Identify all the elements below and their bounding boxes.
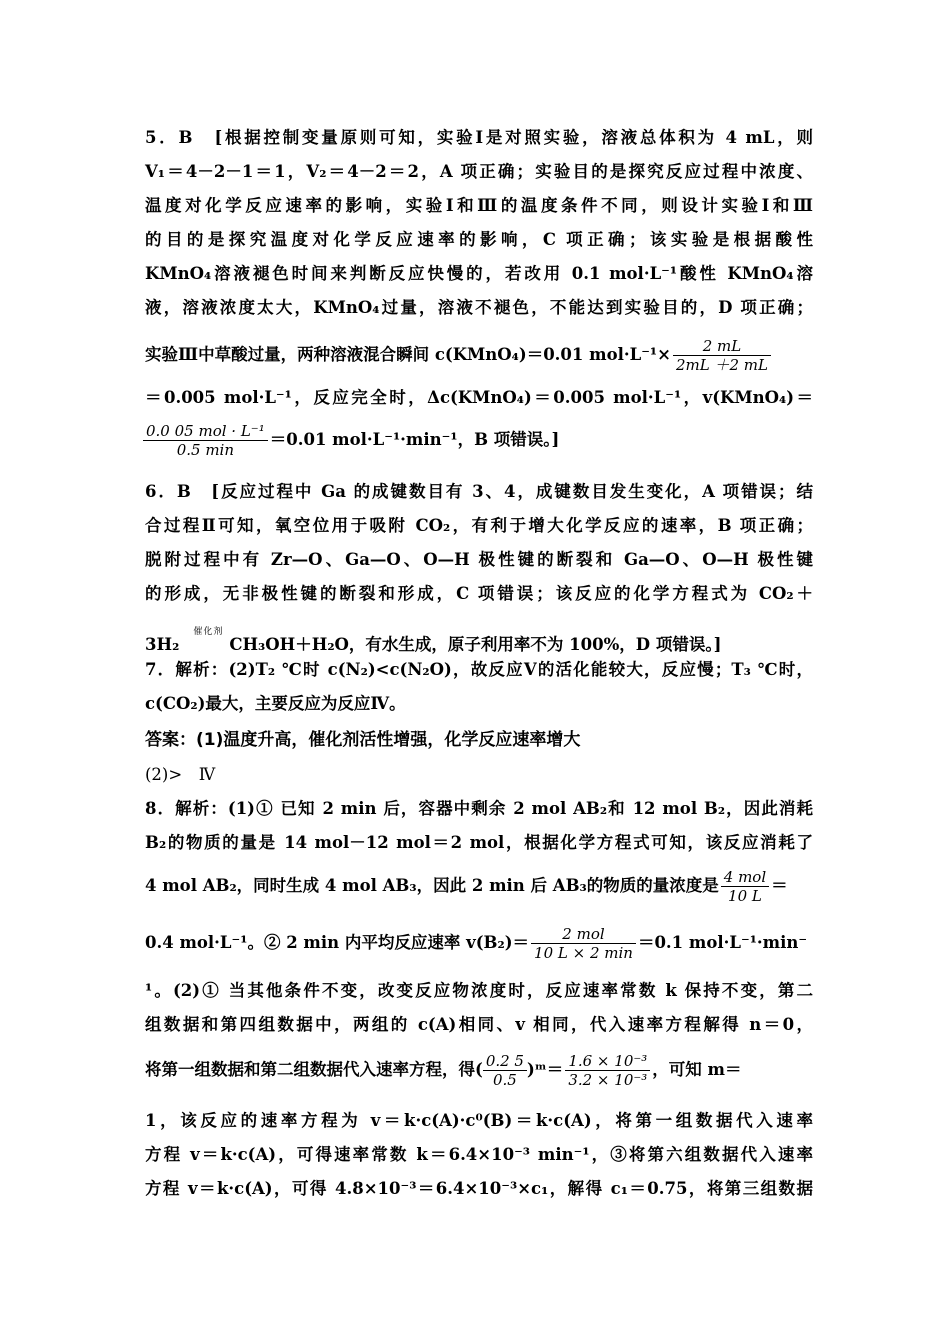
q6-line-2: 合过程Ⅱ可知，氧空位用于吸附 CO₂，有利于增大化学反应的速率，B 项正确；: [145, 516, 813, 535]
q8-line-7: [145, 1050, 813, 1090]
fraction-concentration-ratio: [483, 1052, 527, 1089]
q6-line-1: 6．B [反应过程中 Ga 的成键数目有 3、4，成键数目发生变化，A 项错误；结: [145, 482, 813, 501]
q5-line-7: [145, 337, 813, 373]
fraction-numerator: 4 mol: [721, 868, 769, 887]
q5-line-6: 液，溶液浓度太大，KMnO₄过量，溶液不褪色，不能达到实验目的，D 项正确；: [145, 298, 813, 317]
q8-line-5: ¹。(2)① 当其他条件不变，改变反应物浓度时，反应速率常数 k 保持不变，第二: [145, 981, 813, 1000]
q8-line-3-text-b: ＝: [771, 876, 788, 895]
fraction-rate-b2: [531, 925, 636, 962]
q5-line-5: KMnO₄溶液褪色时间来判断反应快慢的，若改用 0.1 mol·L⁻¹酸性 KMnO₄溶: [145, 264, 813, 283]
q8-line-1: 8．解析：(1)① 已知 2 min 后，容器中剩余 2 mol AB₂和 12 mol B₂，因此消耗: [145, 799, 813, 818]
q5-line-3: 温度对化学反应速率的影响，实验Ⅰ和Ⅲ的温度条件不同，则设计实验Ⅰ和Ⅲ: [145, 196, 813, 215]
q8-line-9: 方程 v＝k·c(A)，可得速率常数 k＝6.4×10⁻³ min⁻¹，③将第六组数据代入速率: [145, 1145, 813, 1164]
q5-line-8: ＝0.005 mol·L⁻¹，反应完全时，Δc(KMnO₄)＝0.005 mol·L⁻¹，v(KMnO₄)＝: [145, 388, 813, 407]
fraction-rate-ratio: [565, 1052, 650, 1089]
q6-line-5-text-a: 3H₂: [145, 635, 180, 654]
fraction-denominator: 0.5: [492, 1071, 517, 1089]
q5-line-9-text: ＝0.01 mol·L⁻¹·min⁻¹，B 项错误。]: [269, 430, 560, 449]
catalyst-label: 催化剂: [193, 627, 224, 637]
q6-line-5: [145, 621, 813, 654]
fraction-concentration: [721, 868, 769, 905]
q5-line-2: V₁＝4－2－1＝1，V₂＝4－2＝2，A 项正确；实验目的是探究反应过程中浓度、: [145, 162, 813, 181]
fraction-denominator: 3.2 × 10⁻³: [568, 1071, 648, 1089]
fraction-volume-ratio: [673, 337, 771, 374]
q8-line-8: 1，该反应的速率方程为 v＝k·c(A)·c⁰(B)＝k·c(A)，将第一组数据代入速率: [145, 1111, 813, 1130]
q8-line-6: 组数据和第四组数据中，两组的 c(A)相同、v 相同，代入速率方程解得 n＝0，: [145, 1015, 813, 1034]
fraction-numerator: 2 mL: [673, 337, 771, 356]
q7-answer-2: (2)> Ⅳ: [145, 765, 216, 784]
q7-line-1: 7．解析：(2)T₂ ℃时 c(N₂)<c(N₂O)，故反应Ⅴ的活化能较大，反应慢；T₃ ℃时，: [145, 660, 813, 679]
fraction-numerator: 0.2 5: [483, 1052, 527, 1071]
q8-line-4-text-a: 0.4 mol·L⁻¹。② 2 min 内平均反应速率 v(B₂)＝: [145, 933, 530, 952]
fraction-denominator: 10 L: [728, 887, 762, 905]
fraction-numerator: 1.6 × 10⁻³: [565, 1052, 650, 1071]
q7-answer-1: 答案：(1)温度升高，催化剂活性增强，化学反应速率增大: [145, 730, 581, 750]
q6-line-5-text-b: CH₃OH＋H₂O，有水生成，原子利用率不为 100%，D 项错误。]: [229, 635, 722, 654]
q8-line-3: [145, 868, 813, 904]
fraction-denominator: 2mL ＋2 mL: [675, 356, 768, 374]
q8-line-4-text-b: ＝0.1 mol·L⁻¹·min⁻: [637, 933, 808, 952]
q8-line-7-text-c: ，可知 m＝: [652, 1060, 742, 1079]
fraction-rate: [143, 422, 268, 459]
q8-line-3-text-a: 4 mol AB₂，同时生成 4 mol AB₃，因此 2 min 后 AB₃的物质的量浓度是: [145, 876, 719, 895]
q5-line-9: [143, 422, 811, 458]
q8-line-7-text-b: )ᵐ＝: [526, 1060, 564, 1079]
q6-line-3: 脱附过程中有 Zr—O、Ga—O、O—H 极性键的断裂和 Ga—O、O—H 极性键: [145, 550, 813, 569]
fraction-denominator: 0.5 min: [176, 441, 235, 459]
q8-line-10: 方程 v＝k·c(A)，可得 4.8×10⁻³＝6.4×10⁻³×c₁，解得 c₁＝0.75，将第三组数据: [145, 1179, 813, 1198]
q8-line-2: B₂的物质的量是 14 mol－12 mol＝2 mol，根据化学方程式可知，该反应消耗了: [145, 833, 813, 852]
q5-line-7-text: 实验Ⅲ中草酸过量，两种溶液混合瞬间 c(KMnO₄)＝0.01 mol·L⁻¹×: [145, 345, 671, 364]
fraction-denominator: 10 L × 2 min: [534, 944, 633, 962]
q5-line-4: 的目的是探究温度对化学反应速率的影响，C 项正确；该实验是根据酸性: [145, 230, 813, 249]
q7-line-2: c(CO₂)最大，主要反应为反应Ⅳ。: [145, 694, 406, 713]
q8-line-4: [145, 925, 813, 961]
q6-line-4: 的形成，无非极性键的断裂和形成，C 项错误；该反应的化学方程式为 CO₂＋: [145, 584, 813, 603]
q8-line-7-text-a: 将第一组数据和第二组数据代入速率方程，得(: [145, 1060, 483, 1079]
fraction-numerator: 2 mol: [531, 925, 636, 944]
q5-line-1: 5．B [根据控制变量原则可知，实验Ⅰ是对照实验，溶液总体积为 4 mL，则: [145, 128, 813, 147]
fraction-numerator: 0.0 05 mol · L⁻¹: [143, 422, 268, 441]
